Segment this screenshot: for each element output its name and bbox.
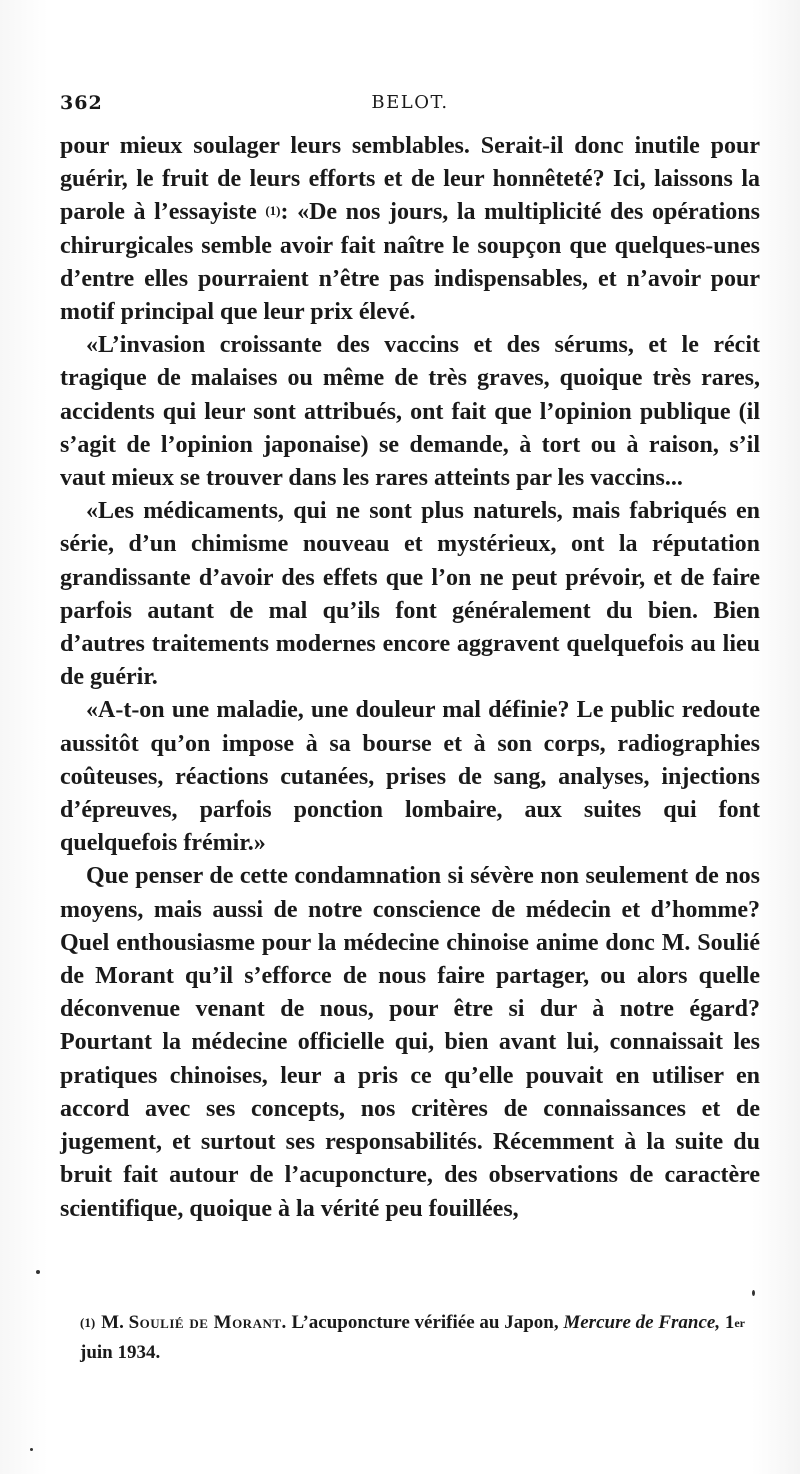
- paragraph-3: «Les médicaments, qui ne sont plus naturels, mais fabriqués en série, d’un chimisme nouveau et mystérieux, ont la réputation grandissante d’avoir des effets que l’on ne peut prévoir, et de faire parfois autant de mal qu’ils font généralement du bien. Bien d’autres traitements modernes encore aggravent quelquefois au lieu de guérir.: [60, 498, 760, 691]
- paragraph-1-text-b: : «De nos jours, la multiplicité des opérations chirurgicales semble avoir fait naître le soupçon que quelques-unes d’entre elles pourraient n’être pas indispensables, et n’avoir pour motif principal que leur prix élevé.: [60, 199, 760, 326]
- body-text: [60, 130, 760, 1226]
- page-number: 362: [60, 92, 103, 114]
- paragraph-2: «L’invasion croissante des vaccins et des sérums, et le récit tragique de malaises ou même de très graves, quoique très rares, accidents qui leur sont attribués, ont fait que l’opinion publique (il s’agit de l’opinion japonaise) se demande, à tort ou à raison, s’il vaut mieux se trouver dans les rares atteints par les vaccins...: [60, 332, 760, 492]
- footnote-marker: (1): [80, 1315, 96, 1330]
- footnote: [80, 1308, 760, 1368]
- footnote-date: juin 1934.: [80, 1342, 161, 1363]
- print-speck: [30, 1448, 33, 1451]
- page-header: [60, 92, 760, 120]
- print-speck: [752, 1290, 755, 1296]
- footnote-title: L’acuponcture vérifiée au Japon,: [291, 1312, 559, 1333]
- paragraph-1-text-a: pour mieux soulager leurs semblables. Serait-il donc inutile pour guérir, le fruit de leurs efforts et de leur honnêteté? Ici, laissons la parole à l’essayiste: [60, 133, 760, 226]
- footnote-journal: Mercure de France,: [563, 1312, 721, 1333]
- paragraph-5: Que penser de cette condamnation si sévère non seulement de nos moyens, mais aussi de notre conscience de médecin et d’homme? Quel enthousiasme pour la médecine chinoise anime donc M. Soulié de Morant qu’il s’efforce de nous faire partager, ou alors quelle déconvenue venant de nous, pour être si dur à notre égard? Pourtant la médecine officielle qui, bien avant lui, connaissait les pratiques chinoises, leur a pris ce qu’elle pouvait en utiliser en accord avec ses concepts, nos critères de connaissances et de jugement, et surtout ses responsabilités. Récemment à la suite du bruit fait autour de l’acuponcture, des observations de caractère scientifique, quoique à la vérité peu fouillées,: [60, 863, 760, 1222]
- paragraph-1: [60, 130, 760, 329]
- footnote-day-suffix: er: [734, 1316, 745, 1330]
- running-head: BELOT.: [371, 92, 449, 113]
- paragraph-4: «A-t-on une maladie, une douleur mal définie? Le public redoute aussitôt qu’on impose à sa bourse et à son corps, radiographies coûteuses, réactions cutanées, prises de sang, analyses, injections d’épreuves, parfois ponction lombaire, aux suites qui font quelquefois frémir.»: [60, 697, 760, 857]
- footnote-day: 1: [724, 1312, 735, 1333]
- footnote-author-name: Soulié de Morant.: [128, 1312, 287, 1333]
- footnote-reference: (1): [265, 203, 281, 219]
- print-speck: [36, 1270, 40, 1274]
- footnote-author-initial: M.: [101, 1312, 124, 1333]
